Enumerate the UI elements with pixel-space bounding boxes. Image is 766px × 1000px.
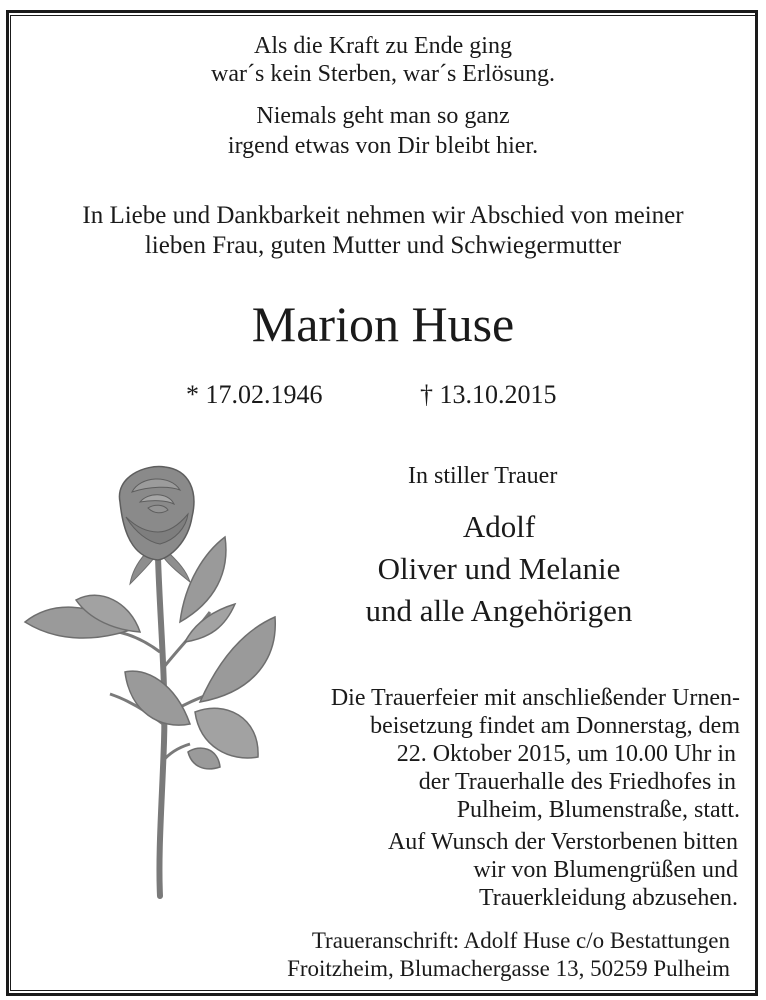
rose-sepal xyxy=(164,554,190,582)
ceremony-line: Die Trauerfeier mit anschließender Urnen- xyxy=(330,685,740,711)
mourner-name: Adolf xyxy=(462,509,536,544)
ceremony-line: der Trauerhalle des Friedhofes in xyxy=(418,769,736,795)
rose-illustration xyxy=(20,462,290,902)
rose-stem xyxy=(158,557,164,896)
deceased-name: Marion Huse xyxy=(251,296,515,352)
rose-leaf xyxy=(188,748,220,769)
poem-line: Als die Kraft zu Ende ging xyxy=(254,33,512,59)
mourning-heading: In stiller Trauer xyxy=(408,463,558,489)
wish-line: Auf Wunsch der Verstorbenen bitten xyxy=(387,829,738,855)
address-line: Traueranschrift: Adolf Huse c/o Bestattungen xyxy=(311,928,730,953)
intro-line: In Liebe und Dankbarkeit nehmen wir Abschied von meiner xyxy=(82,202,684,229)
wish-line: Trauerkleidung abzusehen. xyxy=(478,885,738,911)
ceremony-line: beisetzung findet am Donnerstag, dem xyxy=(370,713,740,739)
mourner-name: und alle Angehörigen xyxy=(365,593,633,628)
ceremony-line: Pulheim, Blumenstraße, statt. xyxy=(456,797,740,823)
birth-date: * 17.02.1946 xyxy=(186,380,323,409)
poem-line: irgend etwas von Dir bleibt hier. xyxy=(227,133,539,159)
mourner-name: Oliver und Melanie xyxy=(377,551,621,586)
poem-line: Niemals geht man so ganz xyxy=(256,103,510,129)
wish-line: wir von Blumengrüßen und xyxy=(473,857,738,883)
address-line: Froitzheim, Blumachergasse 13, 50259 Pulheim xyxy=(287,956,730,981)
death-date: † 13.10.2015 xyxy=(420,380,557,409)
rose-leaf xyxy=(125,671,190,725)
intro-line: lieben Frau, guten Mutter und Schwiegermutter xyxy=(144,232,622,259)
poem-line: war´s kein Sterben, war´s Erlösung. xyxy=(211,61,555,87)
ceremony-line: 22. Oktober 2015, um 10.00 Uhr in xyxy=(396,741,736,767)
